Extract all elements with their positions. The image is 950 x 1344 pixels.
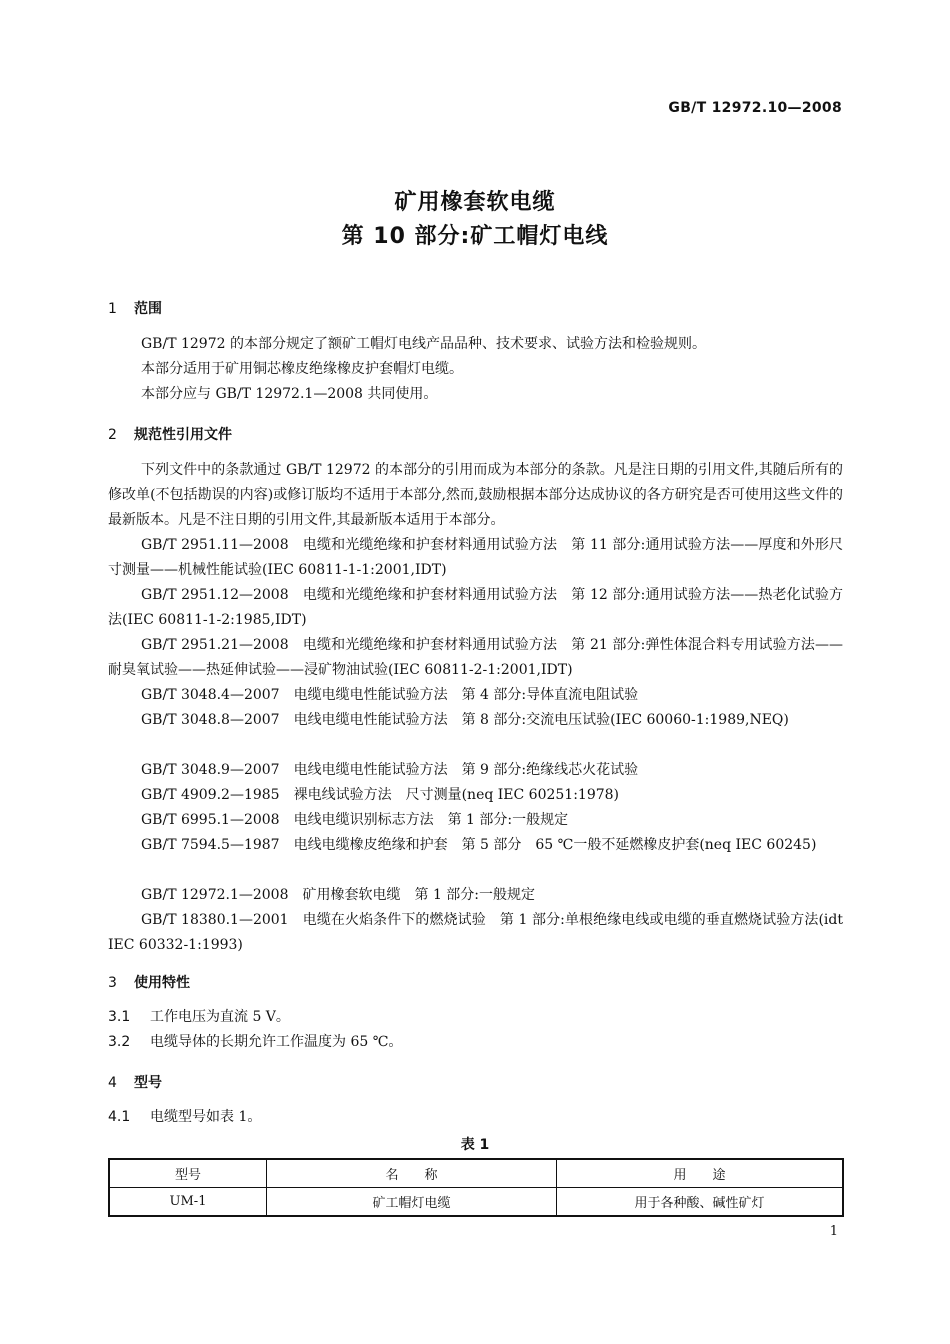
page-number: 1 <box>829 1224 838 1239</box>
document-subtitle: 第 10 部分:矿工帽灯电线 <box>341 224 609 249</box>
scope-paragraph-2: 本部分适用于矿用铜芯橡皮绝缘橡皮护套帽灯电缆。 <box>141 361 463 377</box>
table-cell: 矿工帽灯电缆 <box>267 1188 557 1217</box>
reference-item: GB/T 2951.11—2008 电缆和光缆绝缘和护套材料通用试验方法 第 11 部分:通用试验方法——厚度和外形尺寸测量——机械性能试验(IEC 60811-1-1:2001,IDT) <box>108 537 843 578</box>
table-header-cell: 型号 <box>109 1159 267 1188</box>
clause-number: 3.2 <box>108 1034 131 1050</box>
reference-item: GB/T 3048.9—2007 电线电缆电性能试验方法 第 9 部分:绝缘线芯火花试验 <box>141 762 639 778</box>
reference-item: GB/T 4909.2—1985 裸电线试验方法 尺寸测量(neq IEC 60251:1978) <box>141 787 620 803</box>
reference-item: GB/T 6995.1—2008 电线电缆识别标志方法 第 1 部分:一般规定 <box>141 812 569 828</box>
section-number: 1 <box>108 301 117 317</box>
clause-text: 电缆型号如表 1。 <box>150 1109 262 1125</box>
table-header-cell: 名 称 <box>267 1159 557 1188</box>
section-title: 规范性引用文件 <box>134 427 232 443</box>
table-header-cell: 用 途 <box>557 1159 844 1188</box>
reference-item: GB/T 2951.12—2008 电缆和光缆绝缘和护套材料通用试验方法 第 12 部分:通用试验方法——热老化试验方法(IEC 60811-1-2:1985,IDT) <box>108 587 843 628</box>
clause-text: 电缆导体的长期允许工作温度为 65 ℃。 <box>150 1034 403 1050</box>
table-cell: UM-1 <box>109 1188 267 1217</box>
table-cell: 用于各种酸、碱性矿灯 <box>557 1188 844 1217</box>
scope-paragraph-1: GB/T 12972 的本部分规定了额矿工帽灯电线产品品种、技术要求、试验方法和检验规则。 <box>141 336 706 352</box>
reference-item: GB/T 3048.8—2007 电线电缆电性能试验方法 第 8 部分:交流电压试验(IEC 60060-1:1989,NEQ) <box>141 712 789 728</box>
references-intro: 下列文件中的条款通过 GB/T 12972 的本部分的引用而成为本部分的条款。凡是注日期的引用文件,其随后所有的修改单(不包括勘误的内容)或修订版均不适用于本部分,然而,鼓励根据本部分达成协议的各方研究是否可使用这些文件的最新版本。凡是不注日期的引用文件,其最新版本适用于本部分。 <box>108 462 843 528</box>
model-table <box>108 1158 844 1217</box>
table-title: 表 1 <box>460 1137 490 1153</box>
section-title: 使用特性 <box>134 975 190 991</box>
section-1-heading <box>108 298 162 318</box>
clause-text: 工作电压为直流 5 V。 <box>150 1009 290 1025</box>
section-title: 型号 <box>134 1075 162 1091</box>
document-title: 矿用橡套软电缆 <box>394 190 556 215</box>
section-2-heading <box>108 424 232 444</box>
reference-item: GB/T 12972.1—2008 矿用橡套软电缆 第 1 部分:一般规定 <box>141 887 536 903</box>
clause-number: 3.1 <box>108 1009 131 1025</box>
scope-paragraph-3: 本部分应与 GB/T 12972.1—2008 共同使用。 <box>141 386 438 402</box>
table-row <box>109 1188 843 1217</box>
clause-3-1 <box>108 1005 290 1030</box>
reference-item: GB/T 7594.5—1987 电线电缆橡皮绝缘和护套 第 5 部分 65 ℃一般不延燃橡皮护套(neq IEC 60245) <box>141 837 817 853</box>
clause-3-2 <box>108 1030 402 1055</box>
section-title: 范围 <box>134 301 162 317</box>
clause-number: 4.1 <box>108 1109 131 1125</box>
section-number: 2 <box>108 427 117 443</box>
section-4-heading <box>108 1072 162 1092</box>
table-header-row <box>109 1159 843 1188</box>
standard-number: GB/T 12972.10—2008 <box>668 100 842 116</box>
reference-item: GB/T 18380.1—2001 电缆在火焰条件下的燃烧试验 第 1 部分:单根绝缘电线或电缆的垂直燃烧试验方法(idt IEC 60332-1:1993) <box>108 912 843 953</box>
clause-4-1 <box>108 1105 261 1130</box>
section-number: 4 <box>108 1075 117 1091</box>
section-number: 3 <box>108 975 117 991</box>
reference-item: GB/T 3048.4—2007 电缆电缆电性能试验方法 第 4 部分:导体直流电阻试验 <box>141 687 639 703</box>
reference-item: GB/T 2951.21—2008 电缆和光缆绝缘和护套材料通用试验方法 第 21 部分:弹性体混合料专用试验方法——耐臭氧试验——热延伸试验——浸矿物油试验(IEC 60811-2-1:2001,IDT) <box>108 637 843 678</box>
section-3-heading <box>108 972 190 992</box>
